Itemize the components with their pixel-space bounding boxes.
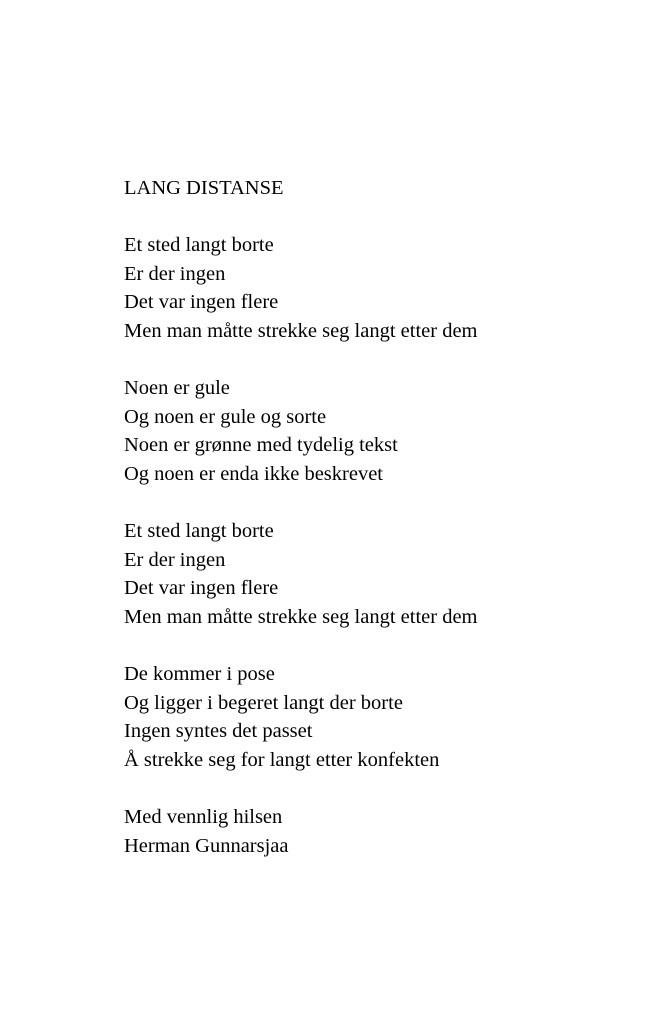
poem-line: Ingen syntes det passet <box>124 720 313 743</box>
poem-line: Det var ingen flere <box>124 577 279 600</box>
poem-line: Men man måtte strekke seg langt etter dem <box>124 605 478 628</box>
poem-line: Men man måtte strekke seg langt etter dem <box>124 319 478 342</box>
poem-line: Noen er gule <box>124 377 230 400</box>
stanza-2 <box>124 374 478 488</box>
poem-line: Noen er grønne med tydelig tekst <box>124 434 398 457</box>
stanza-3 <box>124 517 478 631</box>
poem-line: Er der ingen <box>124 262 226 285</box>
poem-line: Og noen er enda ikke beskrevet <box>124 462 383 485</box>
stanza-1 <box>124 231 478 345</box>
poem-line: Et sted langt borte <box>124 234 274 257</box>
poem-title: LANG DISTANSE <box>124 177 284 199</box>
signature-greeting: Med vennlig hilsen <box>124 806 283 829</box>
stanza-4 <box>124 660 478 774</box>
signature-block <box>124 803 478 860</box>
poem-line: Å strekke seg for langt etter konfekten <box>124 748 440 771</box>
poem-line: De kommer i pose <box>124 663 275 686</box>
poem-line: Og noen er gule og sorte <box>124 405 327 428</box>
poem <box>124 174 478 860</box>
poem-line: Og ligger i begeret langt der borte <box>124 691 403 714</box>
signature-name: Herman Gunnarsjaa <box>124 834 289 857</box>
poem-line: Det var ingen flere <box>124 291 279 314</box>
poem-line: Er der ingen <box>124 548 226 571</box>
poem-line: Et sted langt borte <box>124 520 274 543</box>
